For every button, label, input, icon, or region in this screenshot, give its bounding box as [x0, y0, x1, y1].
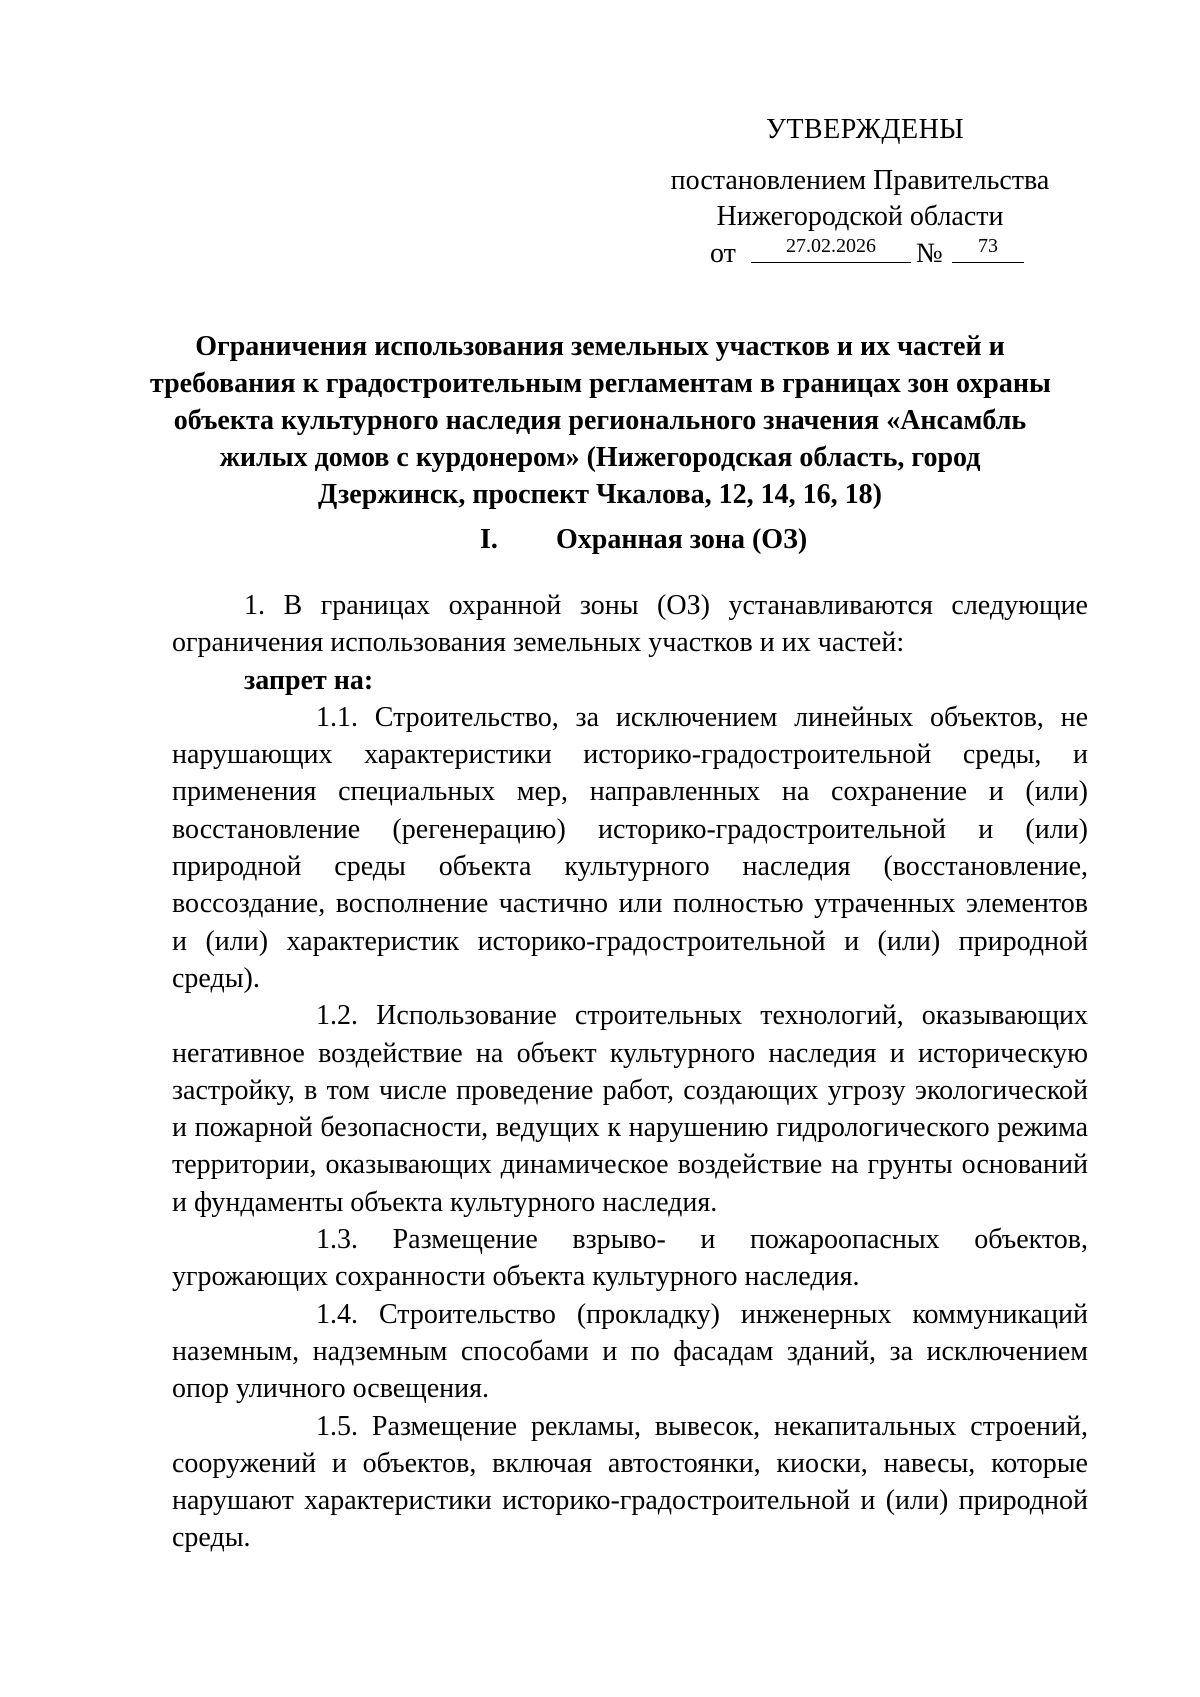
item-text: Размещение взрыво- и пожароопасных объектов, угрожающих сохранности объекта культурного наследия. [172, 1224, 1088, 1293]
document-body [172, 587, 1088, 1557]
section-number: I. [480, 524, 498, 555]
section-title: Охранная зона (ОЗ) [556, 524, 808, 555]
document-title [150, 328, 1050, 513]
item-text: Строительство, за исключением линейных объектов, не нарушающих характеристики историко-градостроительной среды, и применения специальных мер, направленных на сохранение и (или) восстановление (регенерацию) историко-градостроительной и (или) природной среды объекта культурного наследия (восстановление, воссоздание, восполнение частично или полностью утраченных элементов и (или) характеристик историко-градостроительной и (или) природной среды). [172, 701, 1089, 994]
list-item [172, 1408, 1088, 1557]
approval-title: УТВЕРЖДЕНЫ [766, 114, 965, 145]
item-text: Использование строительных технологий, оказывающих негативное воздействие на объект культурного наследия и историческую застройку, в том числе проведение работ, создающих угрозу экологической и пожарной безопасности, ведущих к нарушению гидрологического режима территории, оказывающих динамическое воздействие на грунты оснований и фундаменты объекта культурного наследия. [172, 1000, 1088, 1218]
item-number: 1.1. [316, 701, 358, 733]
approval-region-line: Нижегородской области [716, 201, 1004, 232]
title-line: Дзержинск, проспект Чкалова, 12, 14, 16, 18) [318, 479, 882, 510]
item-number: 1.2. [316, 1000, 358, 1032]
list-item [172, 699, 1088, 997]
number-label: № [916, 238, 943, 269]
item-number: 1.5. [316, 1410, 358, 1442]
section-heading [0, 522, 1200, 558]
intro-paragraph: 1. В границах охранной зоны (ОЗ) устанавливаются следующие ограничения использования земельных участков и их частей: [172, 590, 1088, 659]
ban-label: запрет на: [244, 664, 374, 696]
date-label: от [710, 238, 736, 269]
approval-date: 27.02.2026 [751, 236, 911, 263]
item-number: 1.3. [316, 1224, 358, 1256]
approval-number: 73 [952, 236, 1024, 263]
item-number: 1.4. [316, 1298, 358, 1330]
list-item [172, 1296, 1088, 1408]
title-line: требования к градостроительным регламентам в границах зон охраны [150, 368, 1051, 399]
title-line: Ограничения использования земельных участков и их частей и [195, 331, 1005, 362]
list-item [172, 1221, 1088, 1296]
title-line: объекта культурного наследия регионального значения «Ансамбль [173, 405, 1027, 436]
approval-authority-line: постановлением Правительства [670, 165, 1050, 196]
item-text: Строительство (прокладку) инженерных коммуникаций наземным, надземным способами и по фасадам зданий, за исключением опор уличного освещения. [172, 1298, 1088, 1405]
title-line: жилых домов с курдонером» (Нижегородская область, город [219, 442, 981, 473]
item-text: Размещение рекламы, вывесок, некапитальных строений, сооружений и объектов, включая автостоянки, киоски, навесы, которые нарушают характеристики историко-градостроительной и (или) природной среды. [172, 1410, 1088, 1554]
list-item [172, 997, 1088, 1221]
